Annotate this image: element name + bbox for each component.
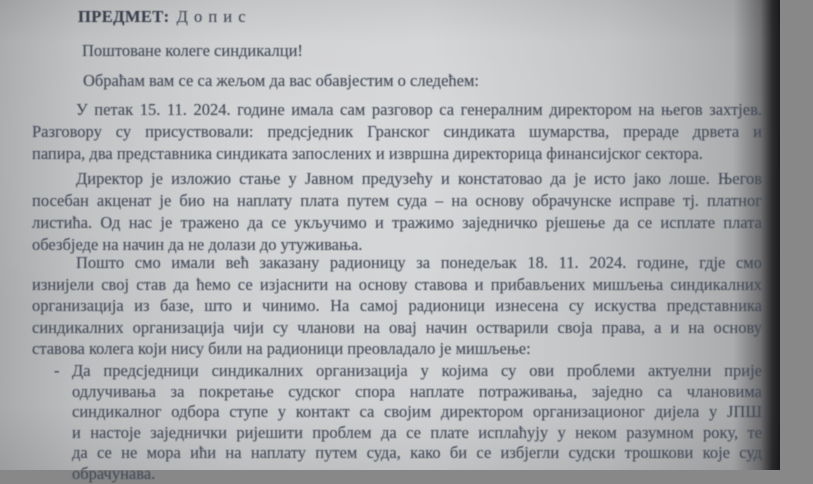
paragraph-line: обезбједе на начин да не долази до утуживања. — [32, 234, 762, 256]
paragraph-line: У петак 15. 11. 2024. године имала сам разговор са генералним директором на његов захтјев. — [32, 99, 762, 121]
document-content — [32, 0, 762, 470]
salutation-line: Поштоване колеге синдикалци! — [32, 40, 812, 62]
paragraph-line: Пошто смо имали већ заказану радионицу за понедељак 18. 11. 2024. године, гдје смо — [32, 252, 762, 274]
paragraph-line: организација из базе, што и чинимо. На самој радионици изнесена су искуства представника — [32, 295, 762, 317]
paragraph-line: синдикалног одбора ступе у контакт са својим директором организационог дијела у ЈПШ — [72, 402, 762, 423]
body-paragraph — [32, 168, 762, 256]
paragraph-line: ставова колега који нису били на радионици преовладало је мишљење: — [32, 338, 762, 360]
paragraph-line: и настоје заједнички ријешити проблем да се плате исплаћују у неком разумном року, те — [72, 423, 762, 444]
body-paragraph — [32, 99, 762, 165]
paragraph-line: папира, два представника синдиката запослених и извршна директорица финансијског сектора. — [32, 143, 762, 165]
paragraph-line: одлучивања за покретање судског спора наплате потраживања, заједно са члановима — [72, 382, 762, 403]
subject-label: ПРЕДМЕТ: — [78, 7, 170, 26]
list-marker: - — [54, 361, 60, 382]
paragraph-line: листића. Од нас је тражено да се укључимо и тражимо заједничко рјешење да се исплате плата — [32, 212, 762, 234]
paragraph-line: Разговору су присуствовали: предсједник Гранског синдиката шумарства, прераде дрвета и — [32, 121, 762, 143]
paragraph-line: изнијели свој став да ћемо се изјаснити на основу ставова и прибављених мишљења синдикалних — [32, 274, 762, 296]
intro-line: Обраћам вам се са жељом да вас обавјестим о следећем: — [32, 70, 813, 92]
paragraph-line: посебан акценат је био на наплату плата путем суда – на основу обрачунске исправе тј. платног — [32, 190, 762, 212]
list-item-lines — [72, 361, 762, 484]
list-item — [32, 361, 762, 484]
body-paragraph — [32, 252, 762, 360]
paragraph-line: обрачунава. — [72, 464, 762, 484]
paragraph-line: Да предсједници синдикалних организација у којима су ови проблеми актуелни прије — [72, 361, 762, 382]
paragraph-line: синдикалних организација чији су чланови на овај начин остварили своја права, а и на основу — [32, 317, 762, 339]
subject-line — [32, 6, 808, 28]
subject-value: Д о п и с — [177, 7, 247, 26]
paragraph-line: да се не мора ићи на наплату путем суда, како би се избјегли судски трошкови које суд — [72, 443, 762, 464]
paragraph-line: Директор је изложио стање у Јавном предузећу и констатовао да је исто јако лоше. Његов — [32, 168, 762, 190]
